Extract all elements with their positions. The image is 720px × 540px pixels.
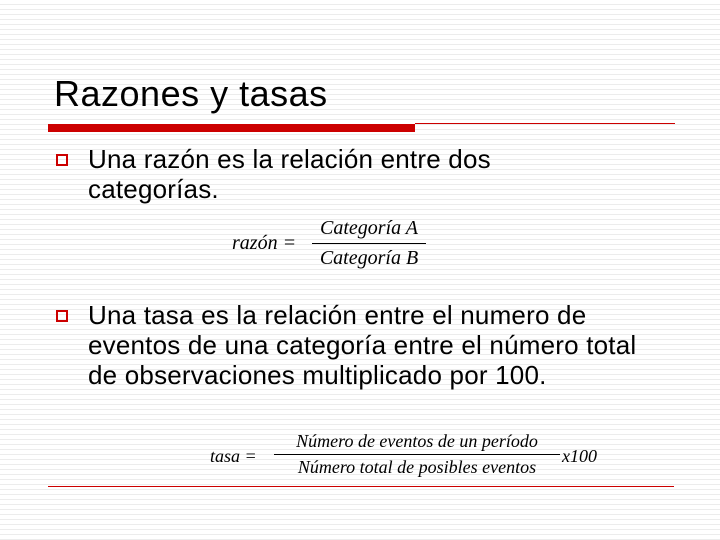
slide-title: Razones y tasas (54, 73, 328, 114)
formula-fraction (312, 216, 426, 270)
bullet-item-razon (56, 144, 616, 204)
bullet-text: Una tasa es la relación entre el numero de eventos de una categoría entre el número total de observaciones multiplicado por 100. (88, 300, 637, 390)
title-underline-thin (415, 123, 675, 124)
title-underline-thick (48, 124, 415, 132)
footer-rule (48, 486, 674, 487)
bullet-text: Una razón es la relación entre dos categorías. (88, 144, 491, 204)
formula-lhs: razón = (232, 232, 297, 254)
fraction-bar (274, 454, 560, 455)
square-bullet-icon (56, 154, 68, 166)
formula-multiplier: x100 (562, 446, 597, 466)
bullet-item-tasa (56, 300, 666, 390)
square-bullet-icon (56, 310, 68, 322)
formula-lhs: tasa = (210, 446, 257, 466)
formula-numerator: Número de eventos de un período (296, 431, 538, 451)
formula-denominator: Categoría B (319, 247, 419, 269)
formula-numerator: Categoría A (320, 217, 418, 239)
formula-denominator: Número total de posibles eventos (297, 457, 537, 477)
fraction-bar (312, 243, 426, 244)
formula-fraction (274, 430, 560, 478)
